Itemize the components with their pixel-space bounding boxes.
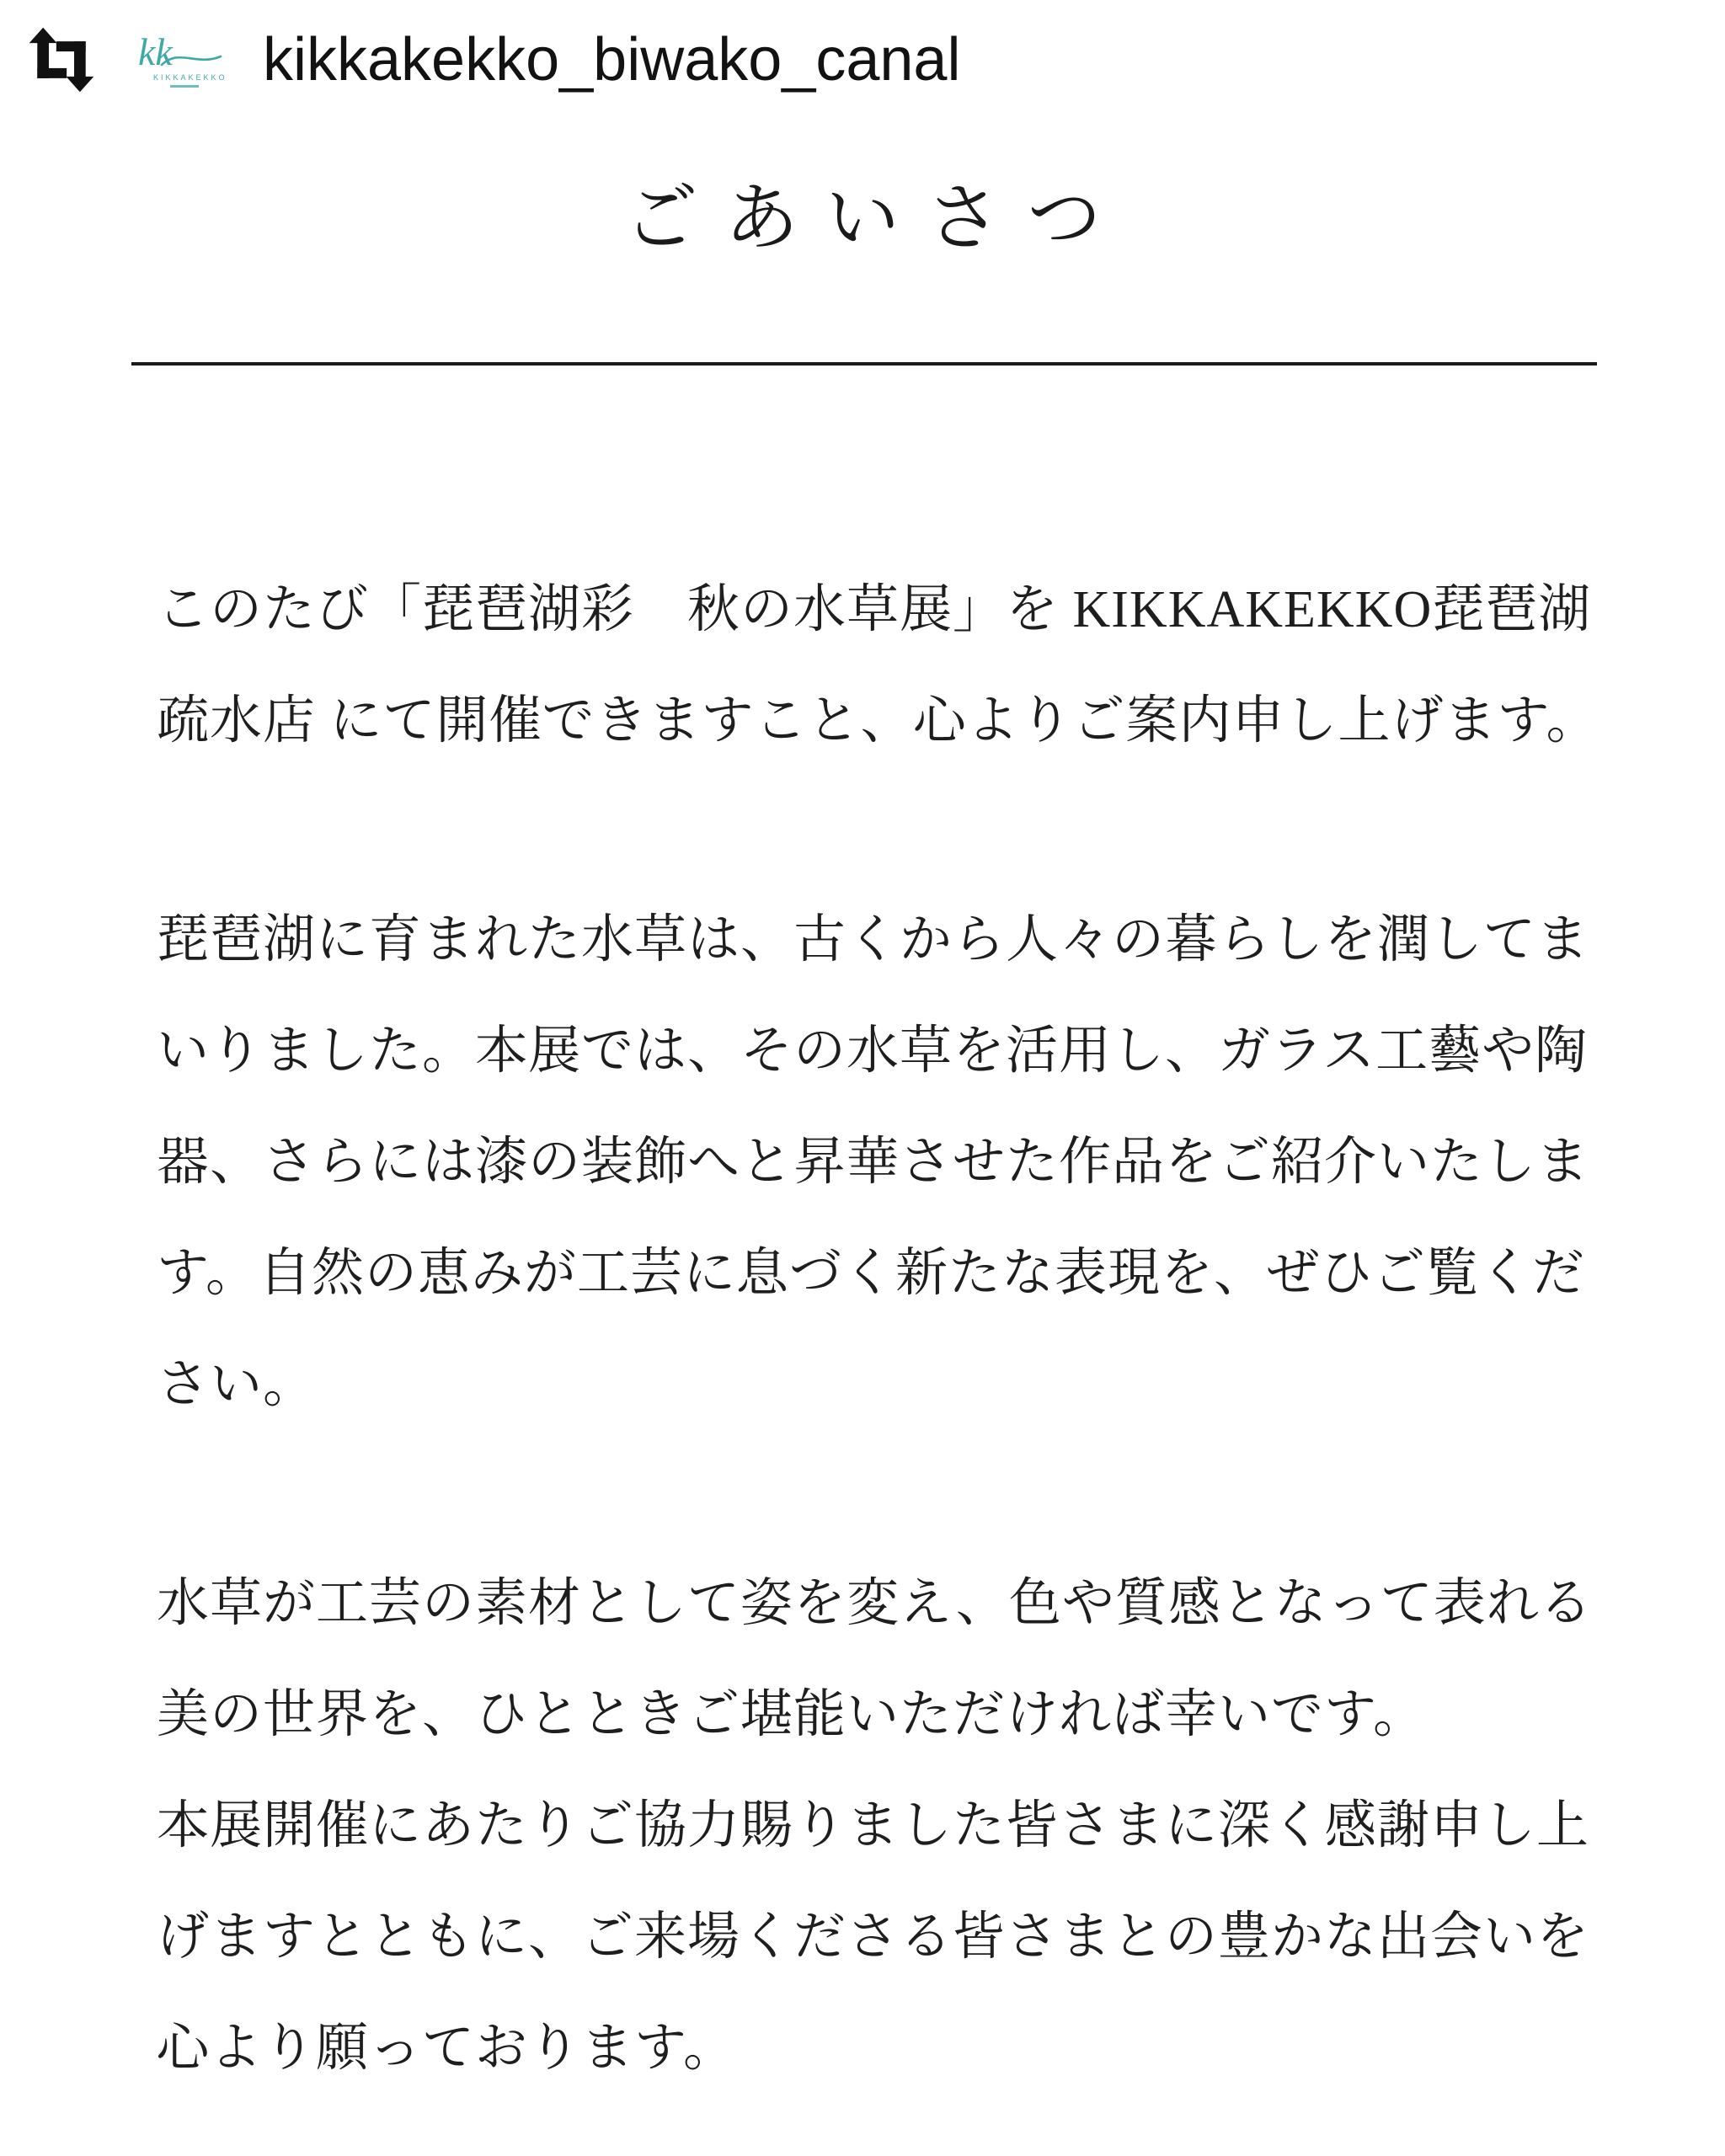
text-line: げますとともに、ご来場くださる皆さまとの豊かな出会いを — [157, 1908, 1590, 1966]
text-line: す。自然の恵みが工芸に息づく新たな表現を、ぜひご覧くだ — [157, 1244, 1586, 1302]
paragraph-announcement — [157, 554, 1607, 776]
repost-icon[interactable] — [25, 25, 98, 94]
text-line: いりました。本展では、その水草を活用し、ガラス工藝や陶 — [157, 1022, 1589, 1080]
logo-brand-text: KIKKAKEKKO — [153, 73, 227, 82]
text-line: 器、さらには漆の装飾へと昇華させた作品をご紹介いたしま — [157, 1133, 1590, 1191]
text-line: このたび「琵琶湖彩 秋の水草展」を KIKKAKEKKO琵琶湖 — [157, 580, 1592, 638]
logo-monogram: kk — [138, 30, 173, 73]
username-link[interactable]: kikkakekko_biwako_canal — [263, 26, 961, 93]
page-title: ごあいさつ — [623, 179, 1129, 260]
paragraph-exhibition-intro — [157, 884, 1607, 1440]
text-line: 琵琶湖に育まれた水草は、古くから人々の暮らしを潤してま — [157, 910, 1590, 969]
repost-header — [0, 0, 1725, 98]
paragraph-closing-thanks — [157, 1548, 1607, 2104]
text-line: 本展開催にあたりご協力賜りました皆さまに深く感謝申し上 — [157, 1796, 1590, 1854]
text-line: 水草が工芸の素材として姿を変え、色や質感となって表れる — [157, 1574, 1593, 1632]
text-line: さい。 — [157, 1355, 317, 1413]
divider-line — [131, 362, 1597, 366]
greeting-body — [0, 554, 1725, 2104]
text-line: 美の世界を、ひとときご堪能いただければ幸いです。 — [157, 1685, 1427, 1743]
text-line: 心より願っております。 — [157, 2019, 737, 2077]
kikkakekko-logo-icon[interactable] — [123, 23, 234, 97]
text-line: 疏水店 にて開催できますこと、心よりご案内申し上げます。 — [157, 691, 1599, 750]
